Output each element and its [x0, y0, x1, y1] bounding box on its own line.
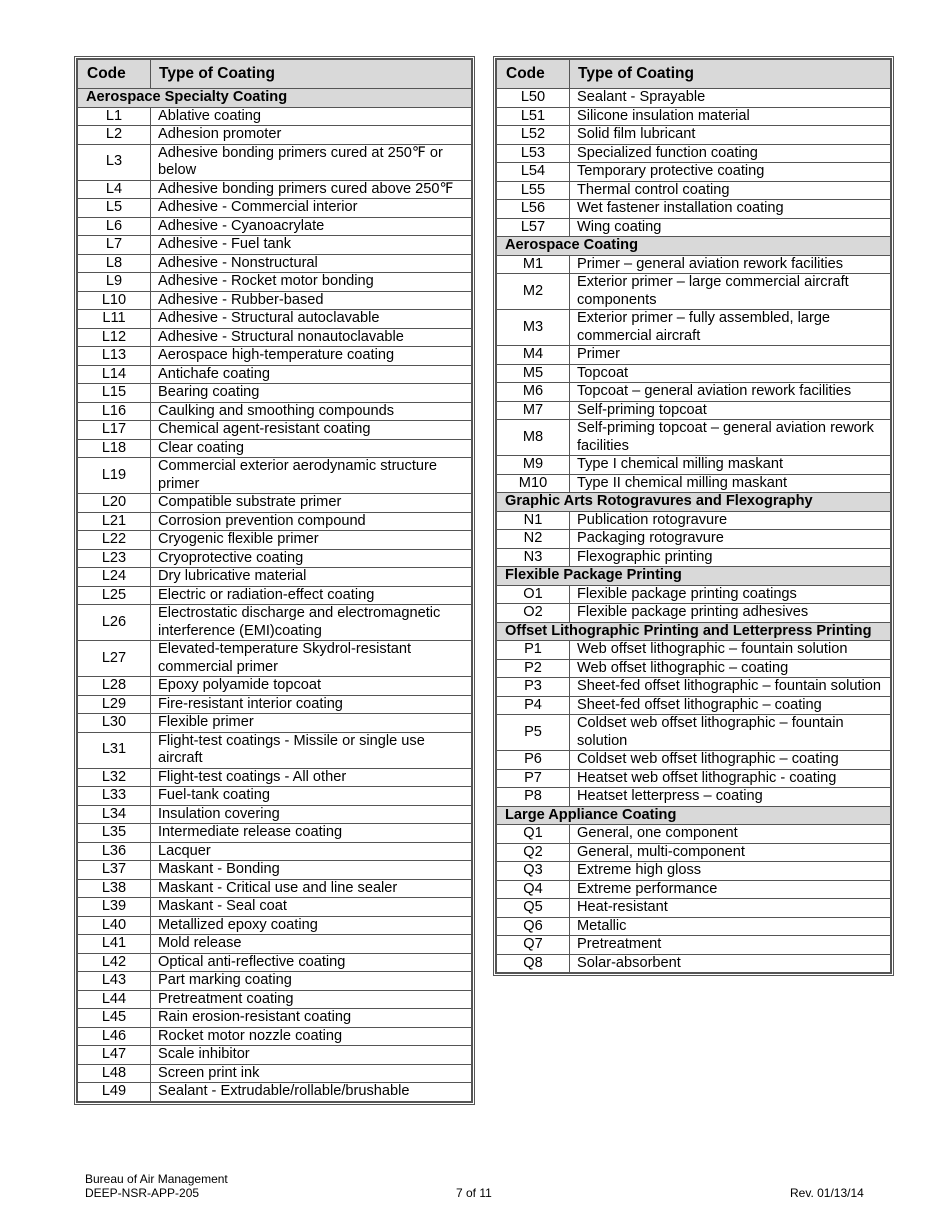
section-header-row — [497, 806, 891, 825]
table-row — [497, 474, 891, 493]
table-row — [78, 217, 472, 236]
coating-type: Topcoat – general aviation rework facilities — [570, 383, 891, 402]
coating-type: Solid film lubricant — [570, 126, 891, 145]
coating-code: P8 — [497, 788, 570, 807]
coating-type: Rain erosion-resistant coating — [151, 1009, 472, 1028]
coating-type: Primer — [570, 346, 891, 365]
coating-type: Exterior primer – fully assembled, large commercial aircraft — [570, 310, 891, 346]
coating-code: M10 — [497, 474, 570, 493]
coating-type: Dry lubricative material — [151, 568, 472, 587]
coating-code: Q4 — [497, 880, 570, 899]
table-row — [497, 548, 891, 567]
table-row — [497, 715, 891, 751]
coating-code: L42 — [78, 953, 151, 972]
coating-type: Maskant - Bonding — [151, 861, 472, 880]
coating-code: L2 — [78, 126, 151, 145]
table-row — [78, 1009, 472, 1028]
table-row — [497, 659, 891, 678]
coating-type: Adhesive - Rubber-based — [151, 291, 472, 310]
coating-type: Adhesive - Structural nonautoclavable — [151, 328, 472, 347]
coating-type: Flexible package printing coatings — [570, 585, 891, 604]
coating-type: Clear coating — [151, 439, 472, 458]
table-row — [78, 328, 472, 347]
table-row — [78, 641, 472, 677]
coating-code: L23 — [78, 549, 151, 568]
table-row — [497, 218, 891, 237]
coating-type: Topcoat — [570, 364, 891, 383]
coating-code: L32 — [78, 768, 151, 787]
coating-code: Q2 — [497, 843, 570, 862]
coating-code: P1 — [497, 641, 570, 660]
table-row — [497, 696, 891, 715]
coating-type: Flexographic printing — [570, 548, 891, 567]
coating-type: Chemical agent-resistant coating — [151, 421, 472, 440]
coating-code: L30 — [78, 714, 151, 733]
table-row — [497, 383, 891, 402]
table-row — [78, 677, 472, 696]
coating-type: Wet fastener installation coating — [570, 200, 891, 219]
table-row — [497, 917, 891, 936]
coating-code: L11 — [78, 310, 151, 329]
table-row — [78, 107, 472, 126]
table-row — [497, 89, 891, 108]
coating-code: P6 — [497, 751, 570, 770]
coating-type: Adhesive bonding primers cured above 250℉ — [151, 180, 472, 199]
coating-type: Rocket motor nozzle coating — [151, 1027, 472, 1046]
coating-type: Metallic — [570, 917, 891, 936]
coating-code: P2 — [497, 659, 570, 678]
coating-code: L53 — [497, 144, 570, 163]
coating-type: Type II chemical milling maskant — [570, 474, 891, 493]
coating-code: Q3 — [497, 862, 570, 881]
table-row — [78, 1064, 472, 1083]
coating-code: L33 — [78, 787, 151, 806]
coating-type: Heat-resistant — [570, 899, 891, 918]
coating-code: M6 — [497, 383, 570, 402]
table-row — [497, 769, 891, 788]
table-row — [78, 953, 472, 972]
table-row — [78, 180, 472, 199]
coating-type: Commercial exterior aerodynamic structure primer — [151, 458, 472, 494]
type-column-header: Type of Coating — [570, 60, 891, 89]
footer-doc-id: DEEP-NSR-APP-205 — [85, 1186, 200, 1200]
coating-code: L39 — [78, 898, 151, 917]
table-row — [78, 365, 472, 384]
table-row — [78, 972, 472, 991]
coating-type: Coldset web offset lithographic – coating — [570, 751, 891, 770]
coating-code: L15 — [78, 384, 151, 403]
coating-type: Specialized function coating — [570, 144, 891, 163]
coating-type: Sealant - Sprayable — [570, 89, 891, 108]
table-row — [78, 768, 472, 787]
coating-code: L47 — [78, 1046, 151, 1065]
coating-type: Screen print ink — [151, 1064, 472, 1083]
coating-code: L50 — [497, 89, 570, 108]
table-row — [497, 843, 891, 862]
coating-type: Pretreatment — [570, 936, 891, 955]
coating-code: P3 — [497, 678, 570, 697]
coating-code: N2 — [497, 530, 570, 549]
coating-code: M8 — [497, 420, 570, 456]
coating-code: L16 — [78, 402, 151, 421]
coating-type: Pretreatment coating — [151, 990, 472, 1009]
coating-type: Flexible package printing adhesives — [570, 604, 891, 623]
header-row — [497, 60, 891, 89]
table-row — [78, 254, 472, 273]
table-row — [78, 568, 472, 587]
coating-code: L12 — [78, 328, 151, 347]
footer-revision: Rev. 01/13/14 — [790, 1186, 864, 1200]
section-title: Offset Lithographic Printing and Letterpress Printing — [497, 622, 891, 641]
coating-code: L51 — [497, 107, 570, 126]
coating-code: L26 — [78, 605, 151, 641]
coating-type: Metallized epoxy coating — [151, 916, 472, 935]
coating-type: Self-priming topcoat – general aviation rework facilities — [570, 420, 891, 456]
coating-type: Heatset web offset lithographic - coating — [570, 769, 891, 788]
coating-type: Temporary protective coating — [570, 163, 891, 182]
coating-type: Silicone insulation material — [570, 107, 891, 126]
table-row — [78, 512, 472, 531]
coating-code: L54 — [497, 163, 570, 182]
coating-code: L3 — [78, 144, 151, 180]
coating-code: O1 — [497, 585, 570, 604]
coating-code: L28 — [78, 677, 151, 696]
coating-type: Insulation covering — [151, 805, 472, 824]
coating-code: L36 — [78, 842, 151, 861]
coating-table-left — [74, 56, 475, 1105]
coating-code: Q1 — [497, 825, 570, 844]
table-row — [497, 456, 891, 475]
coating-type: Lacquer — [151, 842, 472, 861]
table-row — [78, 824, 472, 843]
coating-code: M9 — [497, 456, 570, 475]
coating-type: Web offset lithographic – coating — [570, 659, 891, 678]
table-row — [497, 511, 891, 530]
table-row — [497, 880, 891, 899]
table-row — [78, 402, 472, 421]
table-row — [78, 384, 472, 403]
table-row — [497, 144, 891, 163]
coating-type: Publication rotogravure — [570, 511, 891, 530]
coating-code: L1 — [78, 107, 151, 126]
table-row — [497, 310, 891, 346]
coating-type: Maskant - Critical use and line sealer — [151, 879, 472, 898]
section-title: Flexible Package Printing — [497, 567, 891, 586]
table-row — [78, 990, 472, 1009]
coating-code: L27 — [78, 641, 151, 677]
coating-type: Flight-test coatings - Missile or single use aircraft — [151, 732, 472, 768]
coating-type: Elevated-temperature Skydrol-resistant commercial primer — [151, 641, 472, 677]
coating-type: General, one component — [570, 825, 891, 844]
table-row — [497, 126, 891, 145]
coating-code: M2 — [497, 274, 570, 310]
section-header-row — [497, 622, 891, 641]
coating-code: L18 — [78, 439, 151, 458]
table-row — [78, 310, 472, 329]
section-title: Aerospace Specialty Coating — [78, 89, 472, 108]
table-row — [497, 899, 891, 918]
table-row — [78, 842, 472, 861]
coating-code: L19 — [78, 458, 151, 494]
coating-type: Adhesive - Structural autoclavable — [151, 310, 472, 329]
coating-type: Adhesion promoter — [151, 126, 472, 145]
table-row — [497, 420, 891, 456]
table-row — [78, 1027, 472, 1046]
coating-code: Q6 — [497, 917, 570, 936]
table-row — [497, 107, 891, 126]
table-row — [78, 1046, 472, 1065]
coating-code: L46 — [78, 1027, 151, 1046]
coating-code: M4 — [497, 346, 570, 365]
coating-type: Cryoprotective coating — [151, 549, 472, 568]
footer-left — [85, 1172, 228, 1200]
coating-code: L45 — [78, 1009, 151, 1028]
table-row — [78, 695, 472, 714]
coating-code: L10 — [78, 291, 151, 310]
section-header-row — [78, 89, 472, 108]
coating-type: Compatible substrate primer — [151, 494, 472, 513]
table-row — [78, 126, 472, 145]
coating-type: Adhesive - Cyanoacrylate — [151, 217, 472, 236]
coating-code: M7 — [497, 401, 570, 420]
coating-code: L7 — [78, 236, 151, 255]
table-row — [78, 935, 472, 954]
table-row — [78, 531, 472, 550]
coating-type: Bearing coating — [151, 384, 472, 403]
table-row — [497, 954, 891, 973]
coating-type: Adhesive - Rocket motor bonding — [151, 273, 472, 292]
coating-type: Self-priming topcoat — [570, 401, 891, 420]
table-row — [497, 751, 891, 770]
coating-type: Primer – general aviation rework facilities — [570, 255, 891, 274]
table-row — [497, 181, 891, 200]
coating-type: Electric or radiation-effect coating — [151, 586, 472, 605]
coating-code: L8 — [78, 254, 151, 273]
table-row — [78, 549, 472, 568]
coating-type: Thermal control coating — [570, 181, 891, 200]
coating-type: Extreme high gloss — [570, 862, 891, 881]
table-row — [78, 805, 472, 824]
coating-type: Caulking and smoothing compounds — [151, 402, 472, 421]
section-title: Graphic Arts Rotogravures and Flexography — [497, 493, 891, 512]
table-row — [497, 163, 891, 182]
table-row — [497, 530, 891, 549]
footer-org: Bureau of Air Management — [85, 1172, 228, 1186]
coating-type: Aerospace high-temperature coating — [151, 347, 472, 366]
table-row — [497, 274, 891, 310]
coating-type: Sheet-fed offset lithographic – fountain solution — [570, 678, 891, 697]
coating-type: Exterior primer – large commercial aircraft components — [570, 274, 891, 310]
coating-type: Mold release — [151, 935, 472, 954]
section-title: Large Appliance Coating — [497, 806, 891, 825]
coating-code: L17 — [78, 421, 151, 440]
table-row — [497, 788, 891, 807]
coating-code: L20 — [78, 494, 151, 513]
table-row — [78, 347, 472, 366]
coating-type: Coldset web offset lithographic – fountain solution — [570, 715, 891, 751]
table-row — [497, 641, 891, 660]
coating-type: Solar-absorbent — [570, 954, 891, 973]
coating-code: L43 — [78, 972, 151, 991]
coating-type: General, multi-component — [570, 843, 891, 862]
coating-code: L38 — [78, 879, 151, 898]
coating-code: M1 — [497, 255, 570, 274]
table-row — [497, 604, 891, 623]
coating-type: Adhesive - Nonstructural — [151, 254, 472, 273]
coating-type: Adhesive - Commercial interior — [151, 199, 472, 218]
coating-type: Extreme performance — [570, 880, 891, 899]
code-column-header: Code — [78, 60, 151, 89]
coating-type: Wing coating — [570, 218, 891, 237]
section-title: Aerospace Coating — [497, 237, 891, 256]
coating-type: Type I chemical milling maskant — [570, 456, 891, 475]
coating-type: Packaging rotogravure — [570, 530, 891, 549]
coating-code: L35 — [78, 824, 151, 843]
coating-code: M5 — [497, 364, 570, 383]
section-header-row — [497, 567, 891, 586]
table-row — [78, 732, 472, 768]
coating-type: Epoxy polyamide topcoat — [151, 677, 472, 696]
coating-code: L52 — [497, 126, 570, 145]
table-row — [78, 439, 472, 458]
coating-code: L22 — [78, 531, 151, 550]
type-column-header: Type of Coating — [151, 60, 472, 89]
coating-type: Sheet-fed offset lithographic – coating — [570, 696, 891, 715]
table-row — [497, 825, 891, 844]
coating-code: L24 — [78, 568, 151, 587]
coating-type: Antichafe coating — [151, 365, 472, 384]
coating-code: L5 — [78, 199, 151, 218]
code-column-header: Code — [497, 60, 570, 89]
table-row — [78, 144, 472, 180]
coating-code: P7 — [497, 769, 570, 788]
coating-code: O2 — [497, 604, 570, 623]
table-row — [78, 291, 472, 310]
coating-code: L48 — [78, 1064, 151, 1083]
coating-type: Intermediate release coating — [151, 824, 472, 843]
table-row — [497, 936, 891, 955]
coating-code: L9 — [78, 273, 151, 292]
coating-code: Q7 — [497, 936, 570, 955]
coating-code: L25 — [78, 586, 151, 605]
coating-code: L44 — [78, 990, 151, 1009]
coating-code: L57 — [497, 218, 570, 237]
coating-table-right — [493, 56, 894, 976]
coating-code: L49 — [78, 1083, 151, 1102]
section-header-row — [497, 493, 891, 512]
coating-type: Adhesive bonding primers cured at 250℉ or below — [151, 144, 472, 180]
coating-code: L4 — [78, 180, 151, 199]
coating-code: N3 — [497, 548, 570, 567]
coating-type: Flight-test coatings - All other — [151, 768, 472, 787]
coating-code: N1 — [497, 511, 570, 530]
coating-type: Electrostatic discharge and electromagnetic interference (EMI)coating — [151, 605, 472, 641]
section-header-row — [497, 237, 891, 256]
table-row — [78, 199, 472, 218]
coating-type: Corrosion prevention compound — [151, 512, 472, 531]
coating-type: Ablative coating — [151, 107, 472, 126]
footer-page-number: 7 of 11 — [456, 1186, 492, 1200]
coating-type: Heatset letterpress – coating — [570, 788, 891, 807]
coating-type: Adhesive - Fuel tank — [151, 236, 472, 255]
coating-code: Q8 — [497, 954, 570, 973]
table-row — [78, 916, 472, 935]
coating-type: Scale inhibitor — [151, 1046, 472, 1065]
coating-type: Optical anti-reflective coating — [151, 953, 472, 972]
coating-code: L56 — [497, 200, 570, 219]
coating-code: L37 — [78, 861, 151, 880]
coating-code: Q5 — [497, 899, 570, 918]
coating-code: L34 — [78, 805, 151, 824]
table-row — [78, 1083, 472, 1102]
coating-code: L40 — [78, 916, 151, 935]
coating-code: P4 — [497, 696, 570, 715]
table-row — [78, 421, 472, 440]
table-row — [497, 346, 891, 365]
coating-type: Cryogenic flexible primer — [151, 531, 472, 550]
table-row — [78, 787, 472, 806]
table-row — [78, 898, 472, 917]
table-row — [497, 678, 891, 697]
coating-code: M3 — [497, 310, 570, 346]
coating-code: L55 — [497, 181, 570, 200]
table-row — [497, 364, 891, 383]
table-row — [78, 861, 472, 880]
coating-type: Maskant - Seal coat — [151, 898, 472, 917]
coating-type: Fuel-tank coating — [151, 787, 472, 806]
table-row — [78, 586, 472, 605]
table-row — [78, 605, 472, 641]
table-row — [497, 585, 891, 604]
coating-code: L21 — [78, 512, 151, 531]
coating-code: L14 — [78, 365, 151, 384]
table-row — [78, 494, 472, 513]
table-row — [497, 862, 891, 881]
coating-code: L41 — [78, 935, 151, 954]
table-row — [78, 879, 472, 898]
table-row — [497, 200, 891, 219]
table-row — [78, 236, 472, 255]
coating-type: Web offset lithographic – fountain solution — [570, 641, 891, 660]
table-row — [497, 401, 891, 420]
coating-type: Sealant - Extrudable/rollable/brushable — [151, 1083, 472, 1102]
right-table-body — [497, 89, 891, 973]
left-table-body — [78, 89, 472, 1102]
coating-type: Fire-resistant interior coating — [151, 695, 472, 714]
coating-code: L29 — [78, 695, 151, 714]
coating-type: Part marking coating — [151, 972, 472, 991]
coating-code: L31 — [78, 732, 151, 768]
table-row — [78, 458, 472, 494]
coating-code: L13 — [78, 347, 151, 366]
coating-type: Flexible primer — [151, 714, 472, 733]
header-row — [78, 60, 472, 89]
coating-code: P5 — [497, 715, 570, 751]
coating-code: L6 — [78, 217, 151, 236]
table-row — [78, 714, 472, 733]
table-row — [497, 255, 891, 274]
table-row — [78, 273, 472, 292]
